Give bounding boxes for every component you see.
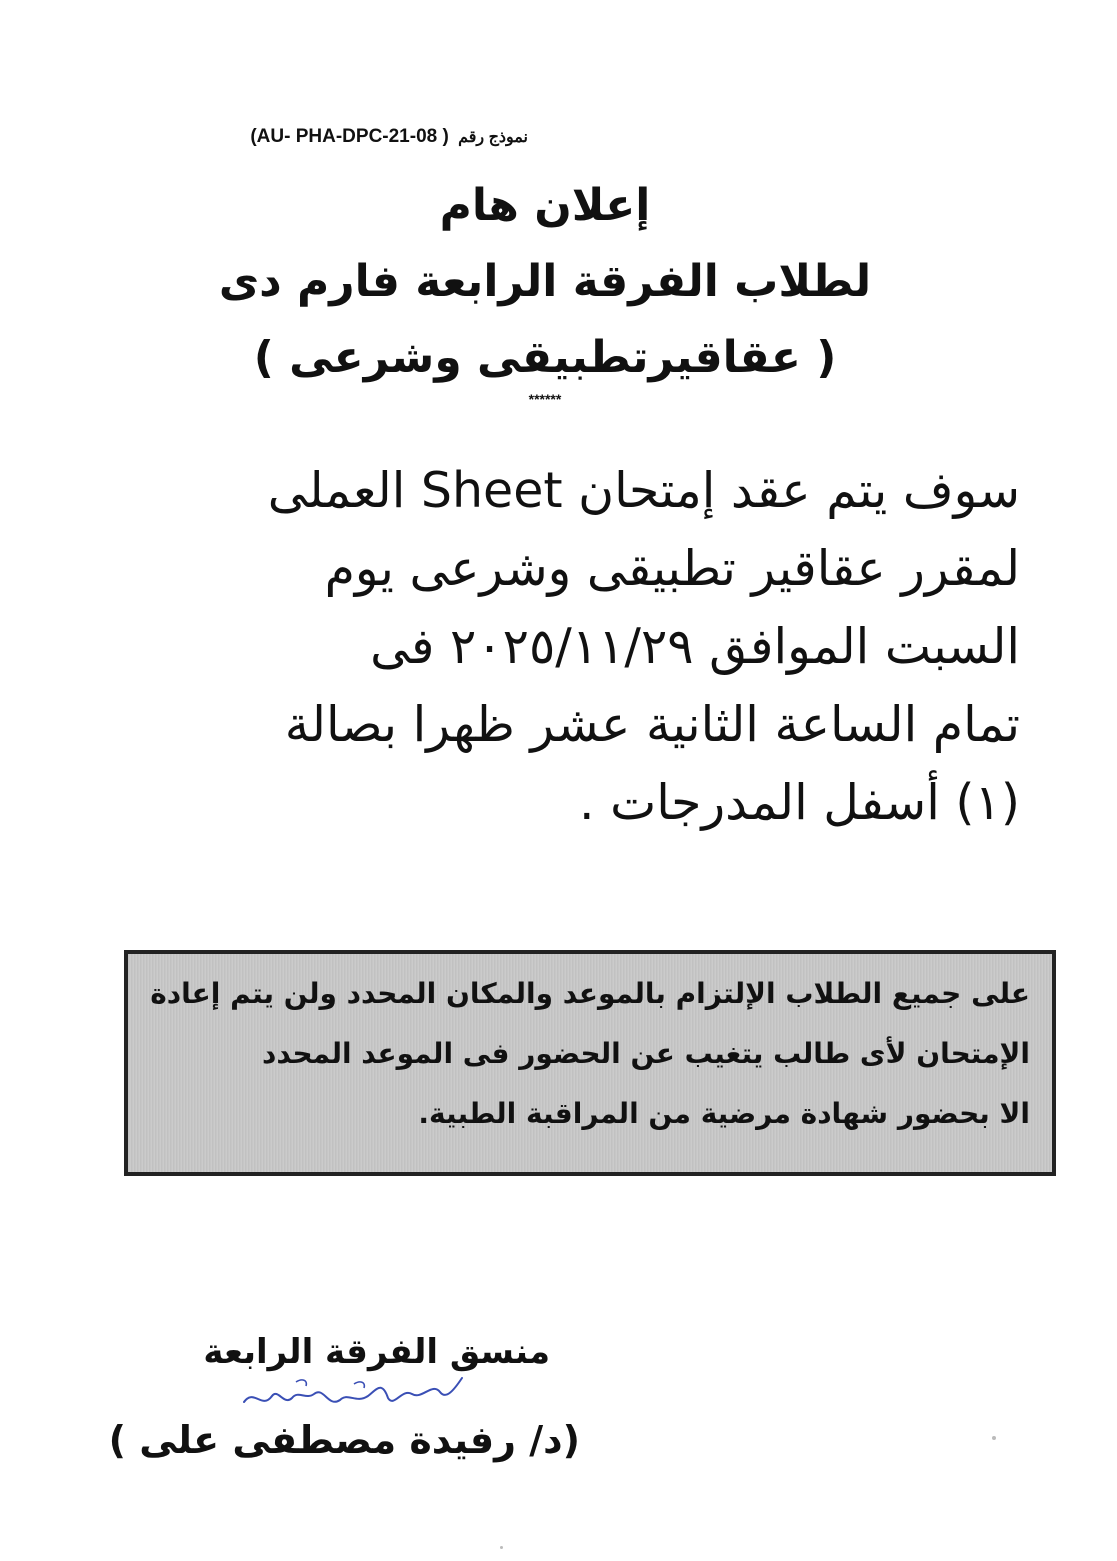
- body-line-1: سوف يتم عقد إمتحان Sheet العملى: [267, 462, 1020, 519]
- heading-audience: لطلاب الفرقة الرابعة فارم دى: [218, 256, 872, 307]
- scan-speck: [992, 1436, 996, 1440]
- scan-speck: [500, 1546, 503, 1549]
- notice-text: [150, 964, 1030, 1144]
- notice-line-3: الا بحضور شهادة مرضية من المراقبة الطبية.: [418, 1097, 1030, 1130]
- signature-name: (د/ رفيدة مصطفى على ): [108, 1418, 580, 1462]
- heading-course: ( عقاقيرتطبيقى وشرعى ): [253, 332, 837, 383]
- notice-line-2: الإمتحان لأى طالب يتغيب عن الحضور فى الموعد المحدد: [261, 1037, 1030, 1070]
- notice-box: [124, 950, 1056, 1176]
- announcement-heading: [200, 168, 890, 406]
- announcement-body: [130, 452, 1020, 842]
- heading-separator: ******: [528, 391, 562, 407]
- form-number-label: نموذج رقم: [458, 129, 528, 146]
- heading-title: إعلان هام: [439, 180, 651, 231]
- body-line-2: لمقرر عقاقير تطبيقى وشرعى يوم: [324, 540, 1020, 597]
- body-line-3: السبت الموافق ٢٠٢٥/١١/٢٩ فى: [370, 618, 1020, 675]
- notice-line-1: على جميع الطلاب الإلتزام بالموعد والمكان المحدد ولن يتم إعادة: [150, 977, 1030, 1010]
- signature-title: منسق الفرقة الرابعة: [203, 1332, 550, 1372]
- form-number: [148, 126, 528, 148]
- body-line-4: تمام الساعة الثانية عشر ظهرا بصالة: [284, 696, 1020, 753]
- form-number-code: (AU- PHA-DPC-21-08 ): [250, 126, 449, 147]
- body-line-5: (١) أسفل المدرجات .: [578, 774, 1020, 831]
